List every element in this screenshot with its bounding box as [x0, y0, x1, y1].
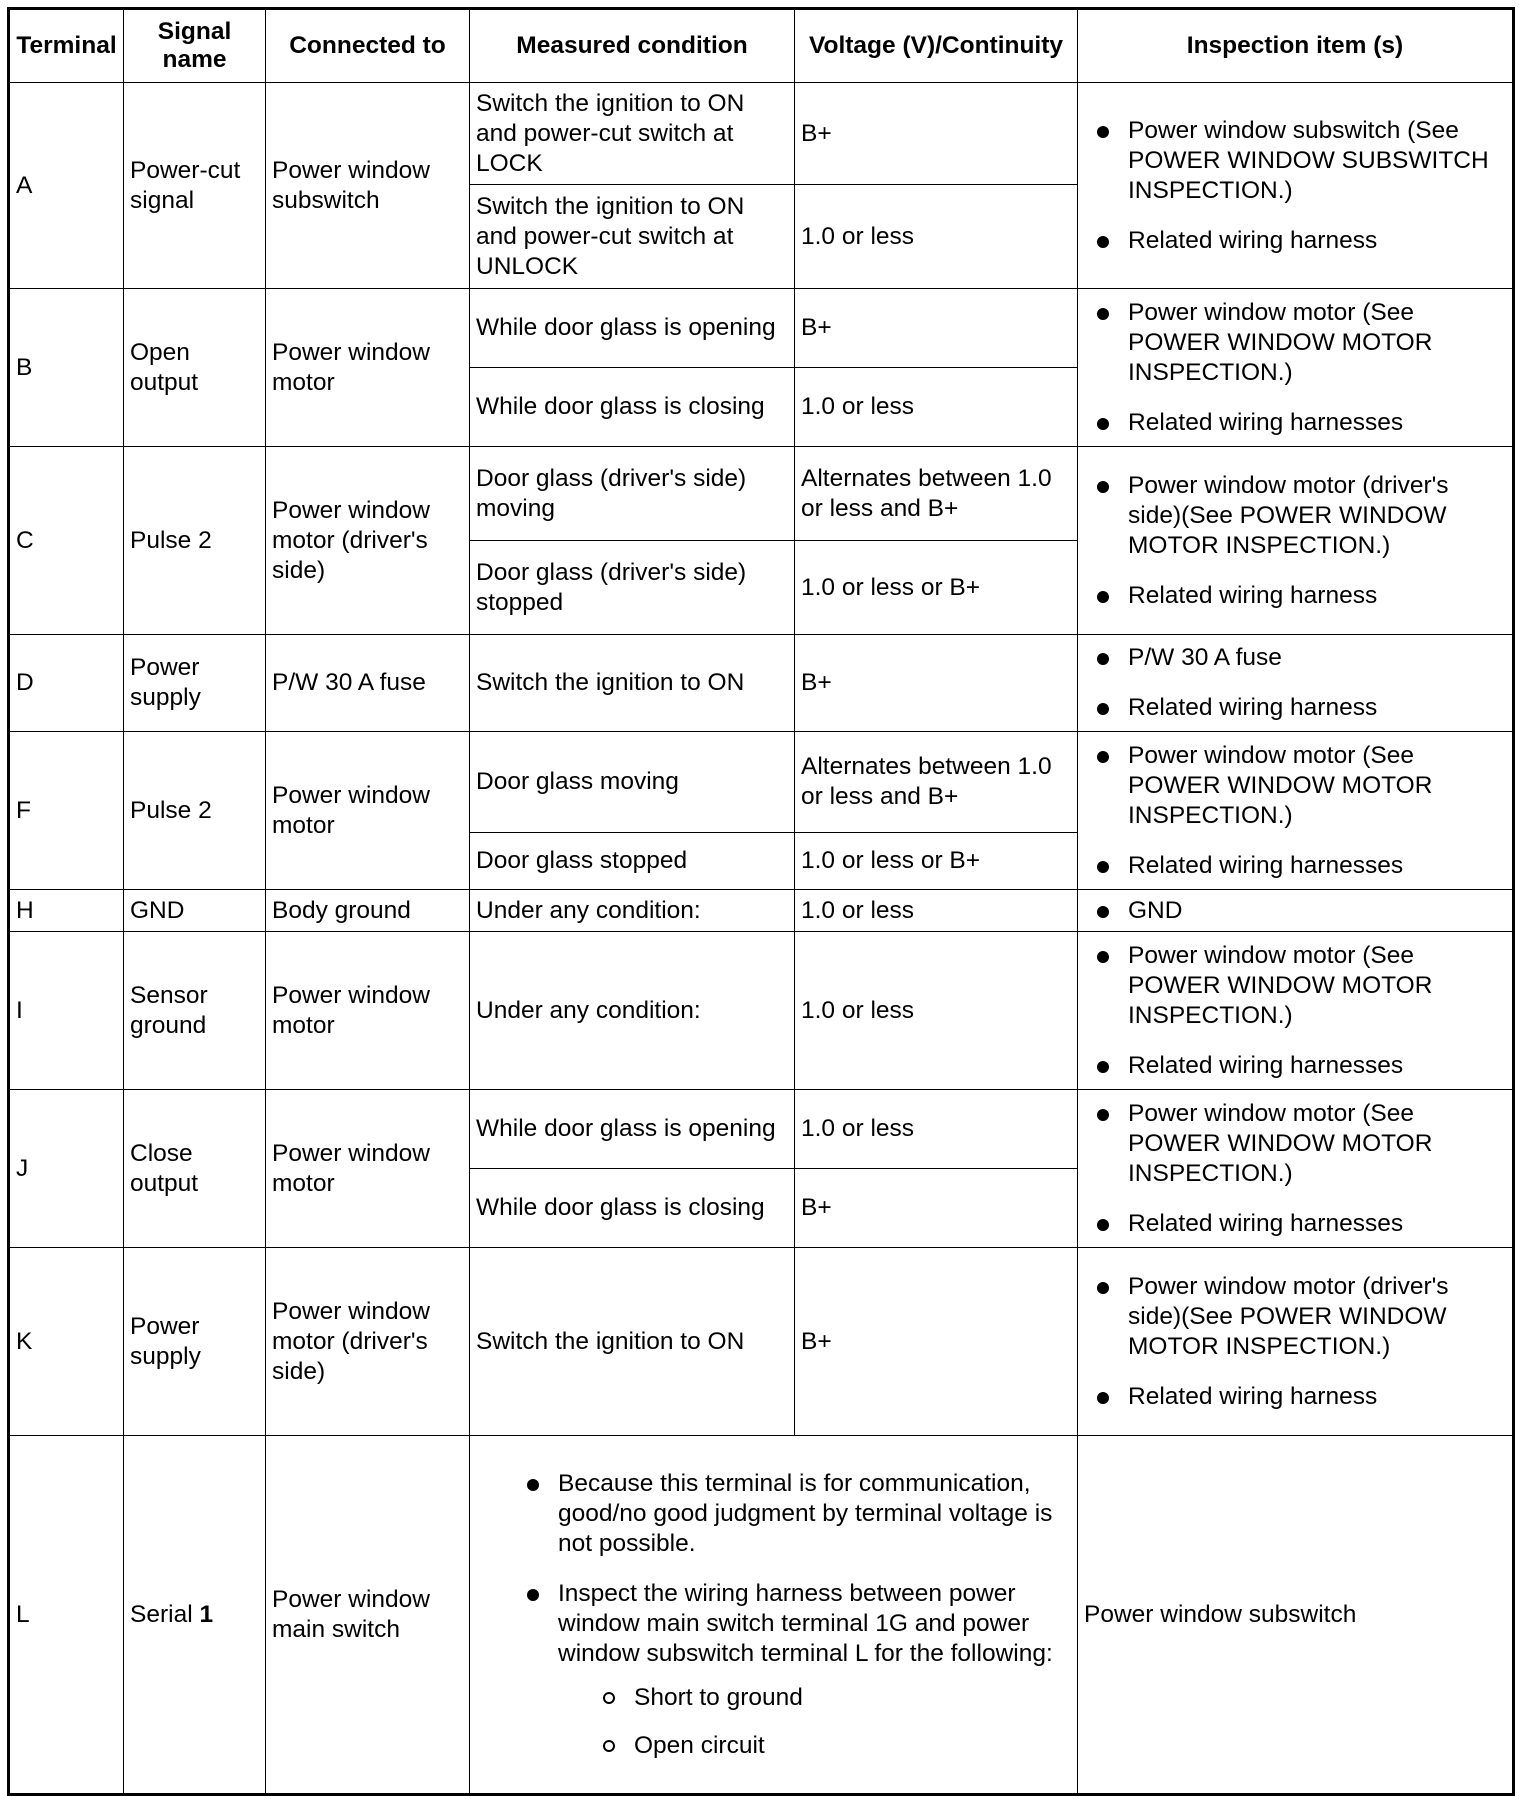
inspection-cell [1078, 732, 1514, 890]
table-row-a [9, 83, 1514, 185]
inspection-cell [1078, 289, 1514, 447]
connected-to-cell: Body ground [266, 890, 470, 932]
terminal-cell: H [9, 890, 124, 932]
inspection-item: P/W 30 A fuse [1128, 643, 1506, 673]
subnote-item: Open circuit [634, 1731, 1071, 1761]
inspection-cell [1078, 635, 1514, 732]
inspection-item: Related wiring harnesses [1128, 1209, 1506, 1239]
table-row-h [9, 890, 1514, 932]
voltage-cell: Alternates between 1.0 or less and B+ [795, 732, 1078, 833]
inspection-list [1084, 298, 1506, 438]
connected-to-cell: Power window motor [266, 932, 470, 1090]
inspection-cell [1078, 932, 1514, 1090]
voltage-cell: B+ [795, 635, 1078, 732]
inspection-cell [1078, 1248, 1514, 1436]
voltage-cell: B+ [795, 1169, 1078, 1248]
header-row [9, 9, 1514, 83]
inspection-item: Power window motor (See POWER WINDOW MOTOR INSPECTION.) [1128, 298, 1506, 388]
condition-cell: Switch the ignition to ON [470, 1248, 795, 1436]
inspection-item: Power window motor (See POWER WINDOW MOTOR INSPECTION.) [1128, 741, 1506, 831]
inspection-cell [1078, 1090, 1514, 1248]
terminal-cell: D [9, 635, 124, 732]
voltage-cell: 1.0 or less [795, 1090, 1078, 1169]
signal-name-cell: Close output [124, 1090, 266, 1248]
connected-to-cell: Power window motor (driver's side) [266, 1248, 470, 1436]
condition-cell: Switch the ignition to ON [470, 635, 795, 732]
subnote-list [558, 1683, 1071, 1761]
condition-cell: While door glass is opening [470, 289, 795, 368]
signal-name-cell: GND [124, 890, 266, 932]
inspection-item: Power window subswitch (See POWER WINDOW SUBSWITCH INSPECTION.) [1128, 116, 1506, 206]
subnote-item: Short to ground [634, 1683, 1071, 1713]
signal-name-cell: Open output [124, 289, 266, 447]
header-inspection-items: Inspection item (s) [1078, 9, 1514, 83]
signal-name-cell: Power-cut signal [124, 83, 266, 289]
voltage-cell: 1.0 or less or B+ [795, 833, 1078, 890]
table-row-b [9, 289, 1514, 368]
note-item: Because this terminal is for communication, good/no good judgment by terminal voltage is not possible. [558, 1469, 1071, 1559]
inspection-item: GND [1128, 896, 1506, 926]
signal-name-cell: Pulse 2 [124, 732, 266, 890]
table-row-l [9, 1436, 1514, 1795]
condition-cell: While door glass is opening [470, 1090, 795, 1169]
table-row-d [9, 635, 1514, 732]
table-row-k [9, 1248, 1514, 1436]
header-terminal: Terminal [9, 9, 124, 83]
condition-cell: Under any condition: [470, 932, 795, 1090]
inspection-list [1084, 1099, 1506, 1239]
header-connected-to: Connected to [266, 9, 470, 83]
header-measured-condition: Measured condition [470, 9, 795, 83]
terminal-cell: L [9, 1436, 124, 1795]
table-row-c [9, 447, 1514, 541]
condition-cell: Door glass stopped [470, 833, 795, 890]
voltage-cell: 1.0 or less or B+ [795, 541, 1078, 635]
inspection-item: Related wiring harnesses [1128, 1051, 1506, 1081]
inspection-item: Related wiring harness [1128, 693, 1506, 723]
inspection-item: Power window motor (driver's side)(See POWER WINDOW MOTOR INSPECTION.) [1128, 1272, 1506, 1362]
condition-cell: Switch the ignition to ON and power-cut switch at UNLOCK [470, 185, 795, 289]
inspection-cell: Power window subswitch [1078, 1436, 1514, 1795]
inspection-item: Related wiring harnesses [1128, 851, 1506, 881]
inspection-cell [1078, 890, 1514, 932]
terminal-cell: B [9, 289, 124, 447]
inspection-list [1084, 941, 1506, 1081]
inspection-list [1084, 741, 1506, 881]
table-row-f [9, 732, 1514, 833]
connected-to-cell: Power window motor [266, 289, 470, 447]
terminal-cell: I [9, 932, 124, 1090]
connected-to-cell: P/W 30 A fuse [266, 635, 470, 732]
connected-to-cell: Power window motor (driver's side) [266, 447, 470, 635]
header-voltage-continuity: Voltage (V)/Continuity [795, 9, 1078, 83]
condition-cell: Under any condition: [470, 890, 795, 932]
signal-name-cell: Power supply [124, 1248, 266, 1436]
inspection-cell [1078, 447, 1514, 635]
terminal-cell: C [9, 447, 124, 635]
connected-to-cell: Power window subswitch [266, 83, 470, 289]
condition-cell: Door glass moving [470, 732, 795, 833]
voltage-cell: B+ [795, 1248, 1078, 1436]
terminal-inspection-table [7, 7, 1515, 1796]
condition-cell: Door glass (driver's side) moving [470, 447, 795, 541]
condition-cell: While door glass is closing [470, 368, 795, 447]
signal-name-text: Serial [130, 1600, 193, 1628]
inspection-item: Related wiring harness [1128, 1382, 1506, 1412]
note-item [558, 1579, 1071, 1761]
voltage-cell: 1.0 or less [795, 932, 1078, 1090]
table-row-j [9, 1090, 1514, 1169]
terminal-cell: J [9, 1090, 124, 1248]
terminal-cell: F [9, 732, 124, 890]
inspection-list [1084, 116, 1506, 256]
terminal-cell: K [9, 1248, 124, 1436]
note-text: Inspect the wiring harness between power window main switch terminal 1G and power window subswitch terminal L for the following: [558, 1579, 1053, 1667]
inspection-list [1084, 471, 1506, 611]
signal-number: 1 [199, 1600, 214, 1628]
inspection-item: Power window motor (See POWER WINDOW MOTOR INSPECTION.) [1128, 941, 1506, 1031]
inspection-item: Related wiring harness [1128, 226, 1506, 256]
voltage-cell: B+ [795, 289, 1078, 368]
signal-name-cell: Power supply [124, 635, 266, 732]
voltage-cell: 1.0 or less [795, 890, 1078, 932]
condition-cell: Switch the ignition to ON and power-cut switch at LOCK [470, 83, 795, 185]
voltage-cell: B+ [795, 83, 1078, 185]
connected-to-cell: Power window main switch [266, 1436, 470, 1795]
inspection-list [1084, 643, 1506, 723]
inspection-item: Power window motor (driver's side)(See POWER WINDOW MOTOR INSPECTION.) [1128, 471, 1506, 561]
connected-to-cell: Power window motor [266, 732, 470, 890]
inspection-item: Related wiring harness [1128, 581, 1506, 611]
inspection-list [1084, 1272, 1506, 1412]
signal-name-cell [124, 1436, 266, 1795]
inspection-item: Power window motor (See POWER WINDOW MOTOR INSPECTION.) [1128, 1099, 1506, 1189]
signal-name-cell: Sensor ground [124, 932, 266, 1090]
condition-cell: While door glass is closing [470, 1169, 795, 1248]
voltage-cell: Alternates between 1.0 or less and B+ [795, 447, 1078, 541]
inspection-item: Related wiring harnesses [1128, 408, 1506, 438]
condition-cell: Door glass (driver's side) stopped [470, 541, 795, 635]
inspection-list [1084, 896, 1506, 926]
connected-to-cell: Power window motor [266, 1090, 470, 1248]
header-signal-name: Signal name [124, 9, 266, 83]
voltage-cell: 1.0 or less [795, 368, 1078, 447]
notes-list [476, 1469, 1071, 1761]
table-row-i [9, 932, 1514, 1090]
notes-cell [470, 1436, 1078, 1795]
voltage-cell: 1.0 or less [795, 185, 1078, 289]
terminal-cell: A [9, 83, 124, 289]
signal-name-cell: Pulse 2 [124, 447, 266, 635]
inspection-cell [1078, 83, 1514, 289]
